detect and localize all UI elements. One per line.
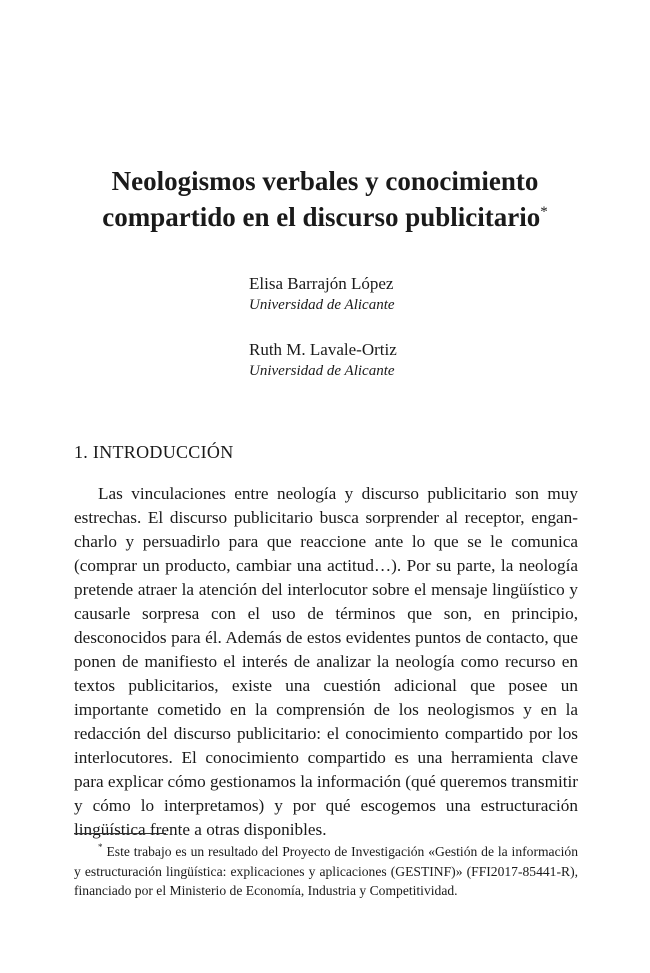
article-title — [60, 163, 590, 235]
footnote-divider — [74, 833, 166, 834]
author-name: Elisa Barrajón López — [249, 274, 394, 293]
footnote-mark: * — [98, 842, 103, 853]
title-line-2-text: compartido en el discurso publicitario — [102, 202, 541, 232]
section-heading: 1. INTRODUCCIÓN — [74, 442, 234, 462]
author-affiliation: Universidad de Alicante — [249, 297, 395, 313]
footnote-text: Este trabajo es un resultado del Proyecto de Investigación «Gestión de la información y estructuración lingüística: explicaciones y aplicaciones (GESTINF)» (FFI2017-85441-R), financiado por el Ministerio de Economía, Industria y Competitividad. — [74, 844, 578, 898]
title-footnote-mark: * — [540, 204, 548, 220]
footnote — [74, 842, 578, 901]
author-2 — [249, 339, 569, 381]
author-1 — [249, 273, 569, 315]
title-line-2 — [60, 199, 590, 235]
title-line-1: Neologismos verbales y conocimiento — [111, 166, 539, 196]
author-name: Ruth M. Lavale-Ortiz — [249, 340, 397, 359]
body-paragraph: Las vinculaciones entre neología y discurso publicitario son muy estrechas. El discurso publicitario busca sorprender al receptor, engancharlo y persuadirlo para que reaccione ante lo que se le comunica (comprar un producto, cambiar una actitud…). Por su parte, la neología pretende atraer la atención del interlocutor sobre el mensaje lingüístico y causarle sorpresa con el uso de términos que son, en principio, desconocidos para él. Además de estos evidentes puntos de contacto, que ponen de manifiesto el interés de analizar la neología como recurso en textos publicitarios, existe una cuestión adicional que posee un importante cometido en la comprensión de los neologismos y en la redacción del discurso publicitario: el conocimiento compartido por los interlocutores. El conocimiento compartido es una herramienta clave para explicar cómo gestionamos la información (qué queremos transmitir y cómo lo interpretamos) y por qué escogemos una estructuración lingüística frente a otras disponibles. — [74, 484, 579, 839]
author-affiliation: Universidad de Alicante — [249, 363, 395, 379]
